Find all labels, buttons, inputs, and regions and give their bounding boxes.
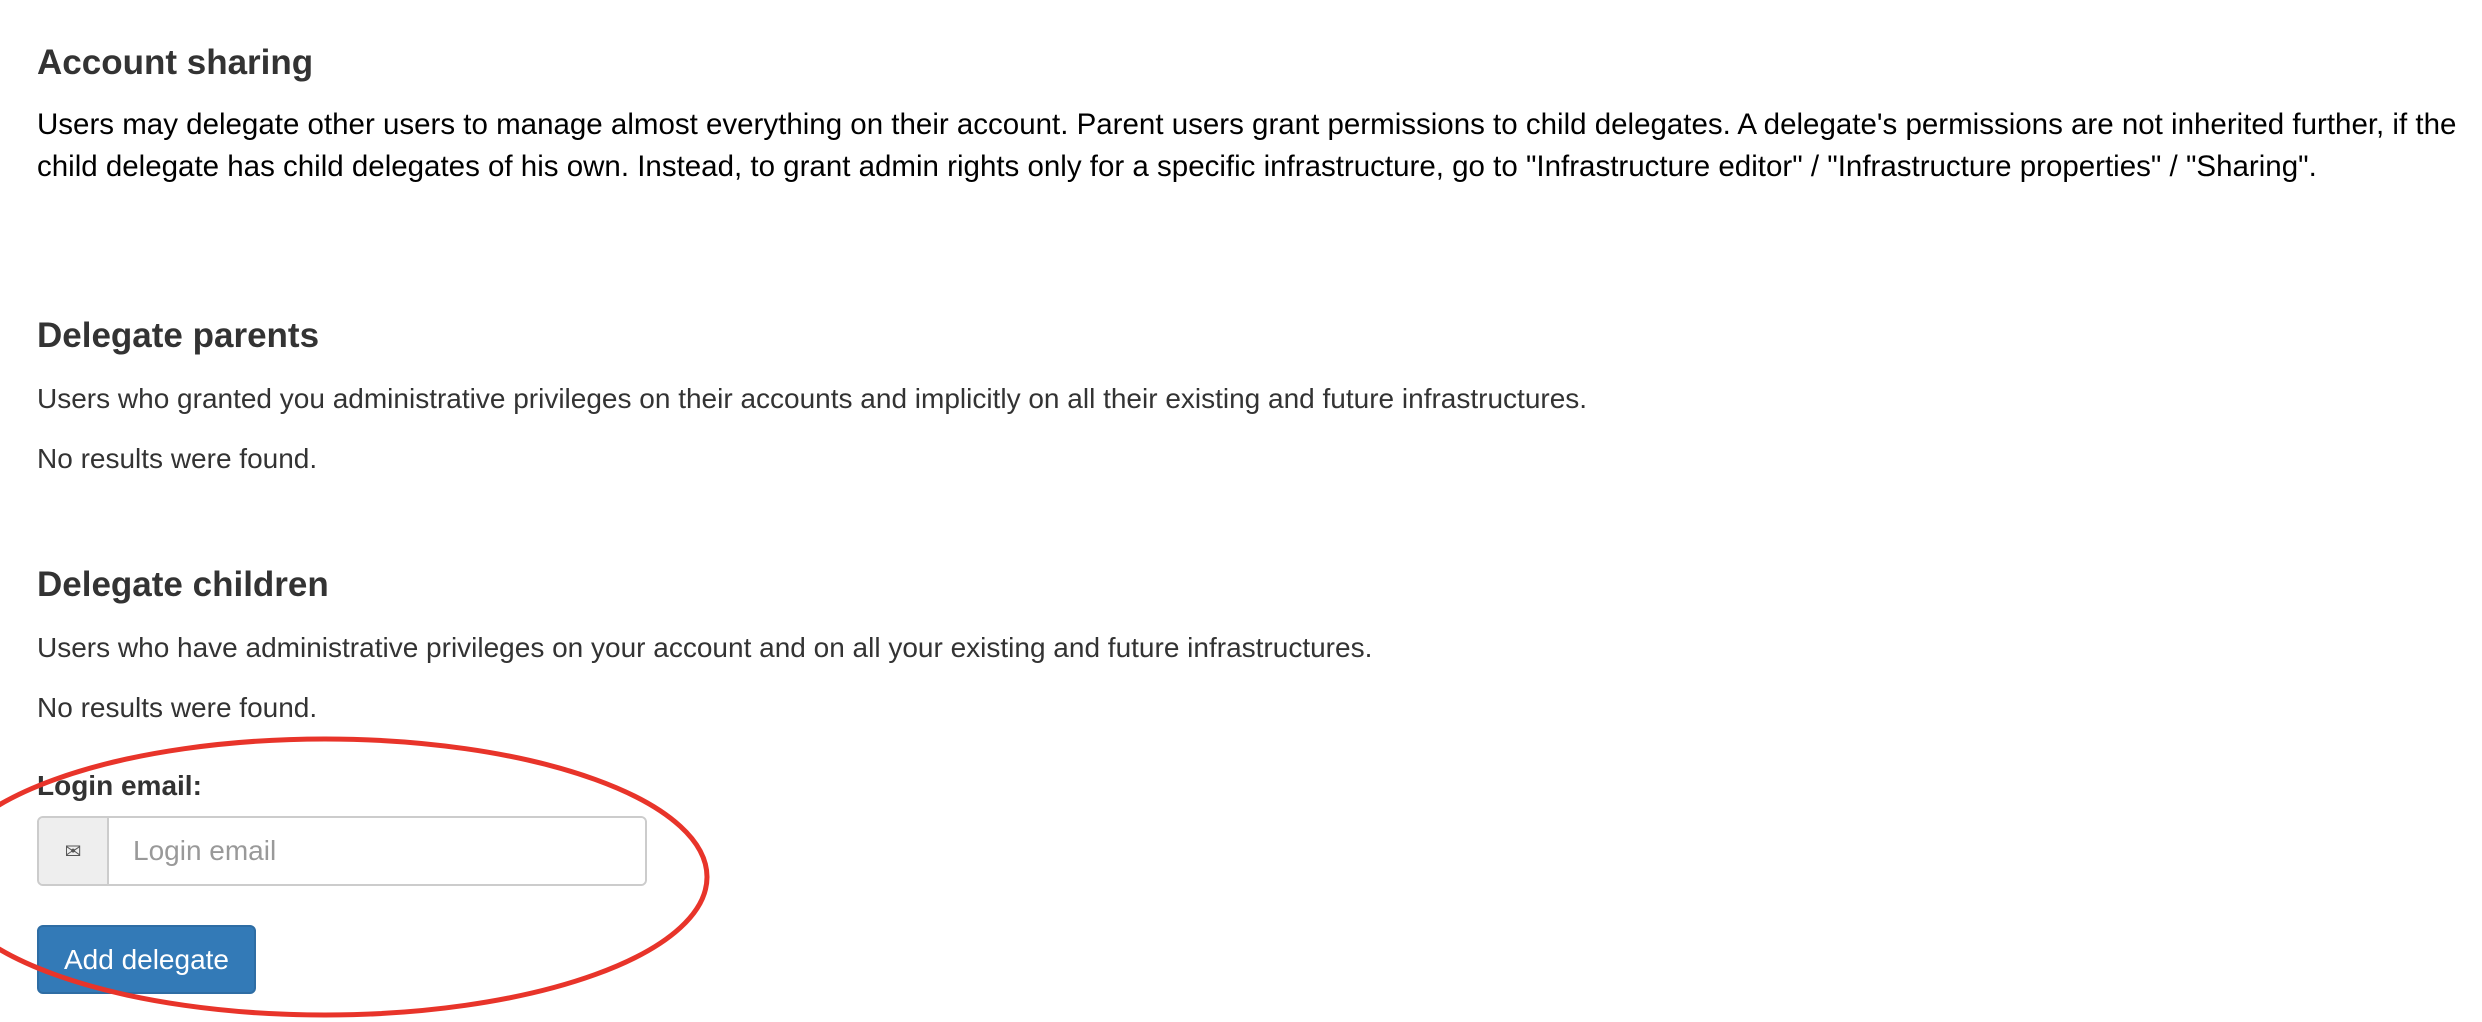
account-sharing-heading: Account sharing [37,43,314,82]
account-sharing-description: Users may delegate other users to manage almost everything on their account. Parent users grant permissions to child delegates. A delegate's permissions are not inherited further, if the child delegate has child delegates of his own. Instead, to grant admin rights only for a specific infrastructure, go to "Infrastructure editor" / "Infrastructure properties" / "Sharing". [37,108,2457,183]
delegate-parents-description: Users who granted you administrative privileges on their accounts and implicitly on all their existing and future infrastructures. [37,383,1588,414]
login-email-input-group [37,816,647,886]
delegate-children-description: Users who have administrative privileges on your account and on all your existing and future infrastructures. [37,632,1373,663]
login-email-label: Login email: [37,770,202,801]
add-delegate-button[interactable]: Add delegate [37,925,256,994]
envelope-icon: ✉ [39,818,109,884]
delegate-parents-empty-text: No results were found. [37,443,318,474]
delegate-children-heading: Delegate children [37,565,329,604]
login-email-input[interactable] [109,818,645,884]
delegate-parents-heading: Delegate parents [37,316,320,355]
delegate-children-empty-text: No results were found. [37,692,318,723]
